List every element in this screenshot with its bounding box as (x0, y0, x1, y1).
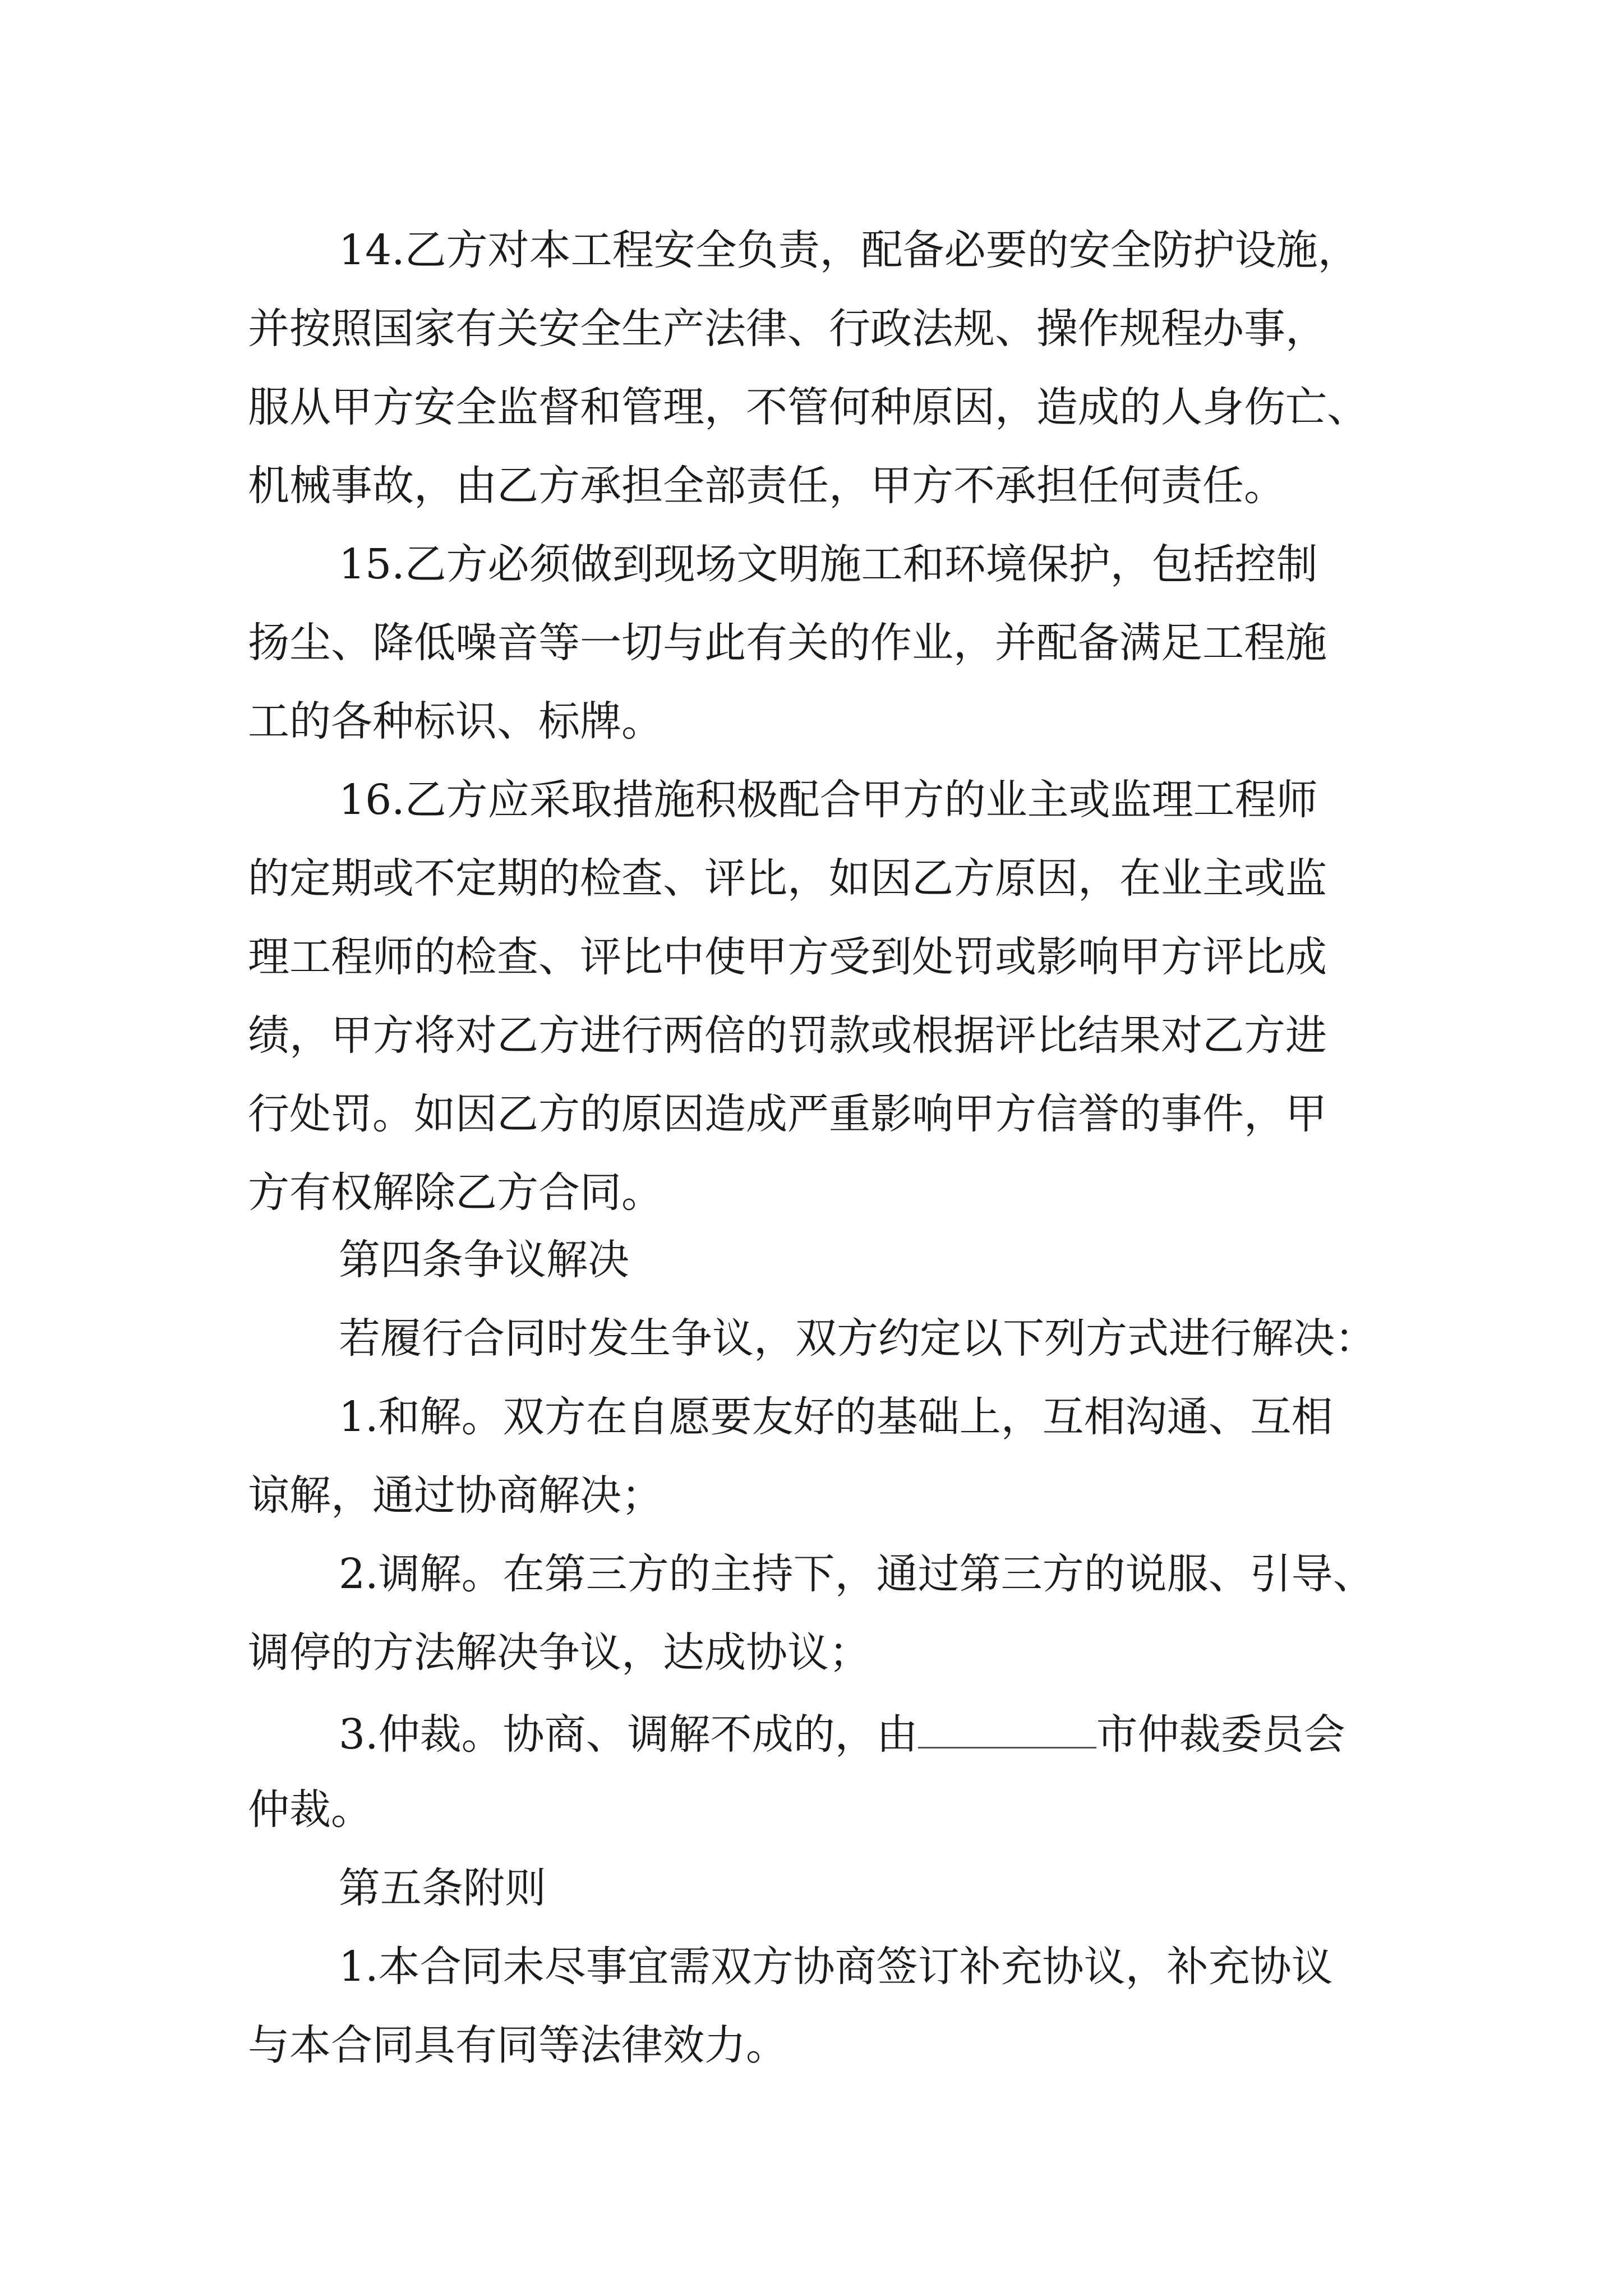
arbitration-line (339, 1703, 1345, 1759)
text-line: 谅解，通过协商解决； (248, 1471, 663, 1520)
text-line: 机械事故，由乙方承担全部责任，甲方不承担任何责任。 (248, 462, 1285, 510)
text-line: 仲裁。 (248, 1786, 372, 1834)
text-line: 服从甲方安全监督和管理，不管何种原因，造成的人身伤亡、 (248, 383, 1368, 431)
text-line: 2.调解。在第三方的主持下，通过第三方的说服、引导、 (339, 1550, 1375, 1598)
section-heading-article-4: 第四条争议解决 (339, 1236, 629, 1284)
text-line: 行处罚。如因乙方的原因造成严重影响甲方信誉的事件，甲 (248, 1090, 1327, 1138)
arbitration-text-after: 市仲裁委员会 (1096, 1710, 1345, 1759)
text-line: 14.乙方对本工程安全负责，配备必要的安全防护设施， (339, 226, 1359, 274)
arbitration-text-before: 3.仲裁。协商、调解不成的，由 (339, 1710, 918, 1759)
section-heading-article-5: 第五条附则 (339, 1864, 546, 1912)
text-line: 方有权解除乙方合同。 (248, 1168, 663, 1217)
text-line: 绩，甲方将对乙方进行两倍的罚款或根据评比结果对乙方进 (248, 1011, 1327, 1060)
text-line: 工的各种标识、标牌。 (248, 697, 663, 746)
text-line: 调停的方法解决争议，达成协议； (248, 1628, 870, 1677)
text-line: 扬尘、降低噪音等一切与此有关的作业，并配备满足工程施 (248, 619, 1327, 667)
text-line: 16.乙方应采取措施积极配合甲方的业主或监理工程师 (339, 776, 1318, 824)
text-line: 的定期或不定期的检查、评比，如因乙方原因，在业主或监 (248, 854, 1327, 903)
text-line: 1.和解。双方在自愿要友好的基础上，互相沟通、互相 (339, 1393, 1333, 1441)
text-line: 1.本合同未尽事宜需双方协商签订补充协议，补充协议 (339, 1943, 1333, 1991)
text-line: 并按照国家有关安全生产法律、行政法规、操作规程办事， (248, 305, 1327, 353)
text-line: 15.乙方必须做到现场文明施工和环境保护，包括控制 (339, 540, 1318, 588)
text-line: 与本合同具有同等法律效力。 (248, 2021, 787, 2069)
city-blank-field (918, 1703, 1096, 1749)
text-line: 理工程师的检查、评比中使甲方受到处罚或影响甲方评比成 (248, 933, 1327, 981)
dispute-intro: 若履行合同时发生争议，双方约定以下列方式进行解决： (339, 1314, 1376, 1363)
